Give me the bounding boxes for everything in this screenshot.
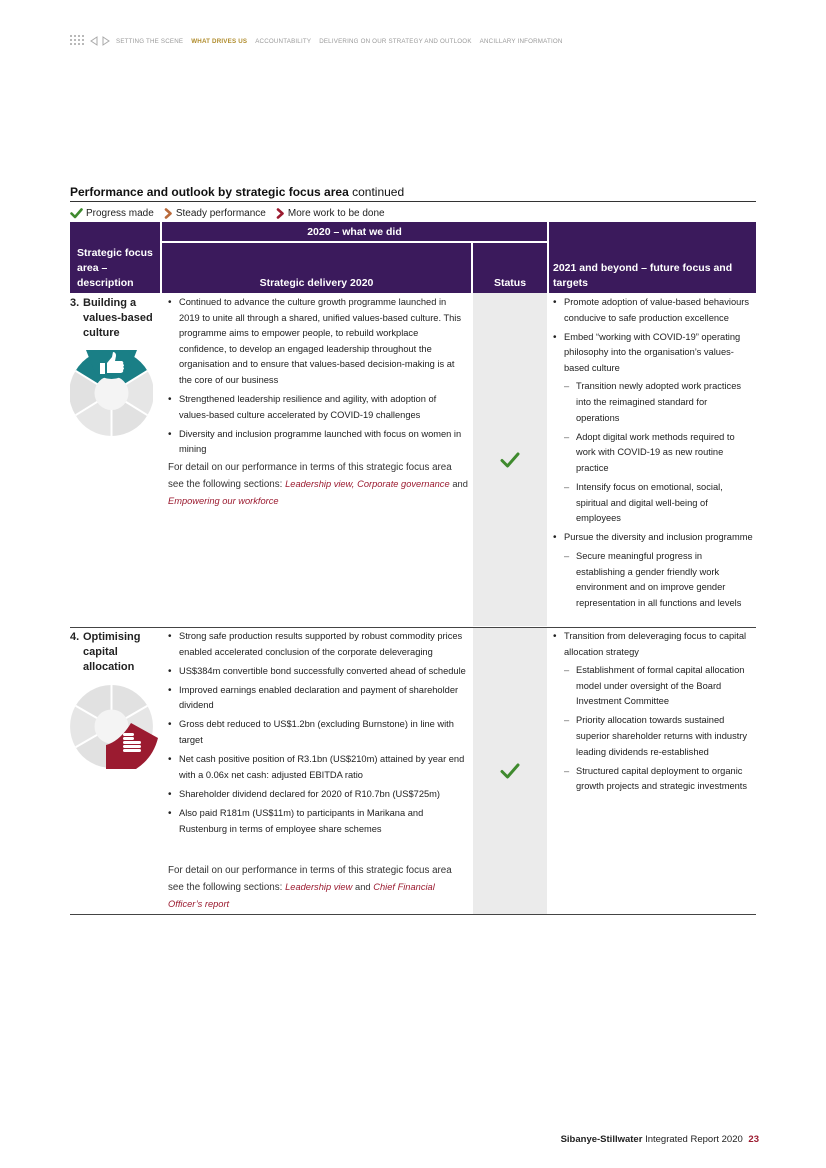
grid-menu-icon[interactable]	[70, 35, 84, 47]
row-divider	[70, 914, 756, 915]
legend-progress-label: Progress made	[86, 207, 154, 219]
next-page-icon[interactable]	[100, 35, 112, 47]
page-number: 23	[748, 1134, 759, 1145]
link-corporate-governance[interactable]: Corporate governance	[357, 479, 450, 489]
section-title-suffix: continued	[352, 185, 405, 199]
list-item: • Promote adoption of value-based behaviours conducive to safe production excellence	[553, 295, 753, 326]
list-item: • Strong safe production results supported by robust commodity prices enabled accelerated conclusion of the corporate deleveraging	[168, 629, 473, 660]
sub-list-item: – Priority allocation towards sustained superior shareholder returns with industry leading dividends re-established	[564, 713, 753, 760]
nav-delivering-on-strategy[interactable]: DELIVERING ON OUR STRATEGY AND OUTLOOK	[319, 37, 472, 45]
list-item: • Transition from deleveraging focus to capital allocation strategy – Establishment of formal capital allocation model under oversight of the Board Investment Committee – Priority allocation towards sustained superior shareholder returns with industry leading dividends re-established – Structured capital deployment to organic growth projects and strategic investments	[553, 629, 753, 795]
section-title-main: Performance and outlook by strategic focus area	[70, 185, 349, 199]
list-item: • Embed “working with COVID-19” operating philosophy into the organisation’s values-based culture – Transition newly adopted work practices into the reimagined standard for operations – Adopt digital work methods required to work with COVID-19 as new routine practice – Intensify focus on emotional, social, spiritual and digital well-being of employees	[553, 330, 753, 527]
future-focus-list	[553, 629, 753, 798]
check-icon	[70, 208, 83, 219]
list-item: • Also paid R181m (US$11m) to participants in Marikana and Rustenburg in terms of employee share schemes	[168, 806, 473, 837]
status-legend	[70, 206, 395, 220]
footer-brand: Sibanye-Stillwater	[560, 1134, 643, 1145]
link-empowering-workforce[interactable]: Empowering our workforce	[168, 496, 279, 506]
detail-reference: For detail on our performance in terms of this strategic focus area see the following sections: Leadership view and Chief Financial Officer’s report	[168, 865, 452, 909]
title-divider	[70, 201, 756, 202]
sub-list-item: – Adopt digital work methods required to work with COVID-19 as new routine practice	[564, 430, 753, 477]
table-header	[70, 222, 756, 293]
focus-area-title: 3. Building a values-based culture	[70, 297, 153, 339]
list-item: • Pursue the diversity and inclusion programme – Secure meaningful progress in establishing a gender friendly work environment and on improve gender representation in all functions and levels	[553, 530, 753, 611]
list-item: • Improved earnings enabled declaration and payment of shareholder dividend	[168, 683, 473, 714]
row-divider	[70, 627, 756, 628]
delivery-list	[168, 629, 473, 841]
link-leadership-view[interactable]: Leadership view,	[285, 479, 355, 489]
list-item: • Strengthened leadership resilience and agility, with adoption of values-based culture accelerated by COVID-19 challenges	[168, 392, 468, 423]
header-focus-area: Strategic focus area – description	[77, 247, 153, 289]
list-item: • Gross debt reduced to US$1.2bn (excluding Burnstone) in line with target	[168, 717, 473, 748]
focus-area-title: 4. Optimising capital allocation	[70, 631, 141, 673]
delivery-list	[168, 295, 468, 461]
status-check-icon	[499, 762, 521, 780]
previous-page-icon[interactable]	[88, 35, 100, 47]
sub-list-item: – Transition newly adopted work practices into the reimagined standard for operations	[564, 379, 753, 426]
list-item: • Continued to advance the culture growth programme launched in 2019 to unite all through a shared, unified values-based culture. This programme aims to empower people, to rebuild workplace confidence, to develop an engaged leadership throughout the organisation and to ensure that values-based decision-making is at the core of our business	[168, 295, 468, 389]
chevron-right-icon	[276, 208, 285, 219]
list-item: • US$384m convertible bond successfully converted ahead of schedule	[168, 664, 473, 680]
header-status: Status	[493, 277, 527, 289]
nav-ancillary-information[interactable]: ANCILLARY INFORMATION	[479, 37, 563, 45]
sub-list-item: – Secure meaningful progress in establishing a gender friendly work environment and on improve gender representation in all functions and levels	[564, 549, 753, 611]
legend-steady-label: Steady performance	[175, 207, 266, 219]
link-leadership-view[interactable]: Leadership view	[285, 882, 353, 892]
list-item: • Diversity and inclusion programme launched with focus on women in mining	[168, 427, 468, 458]
sub-list-item: – Intensify focus on emotional, social, spiritual and digital well-being of employees	[564, 480, 753, 527]
nav-what-drives-us[interactable]: WHAT DRIVES US	[191, 37, 248, 45]
footer-report-name: Integrated Report 2020	[645, 1134, 743, 1145]
header-future-focus: 2021 and beyond – future focus and targets	[553, 262, 733, 289]
top-navigation	[70, 33, 571, 49]
sub-list-item: – Structured capital deployment to organic growth projects and strategic investments	[564, 764, 753, 795]
header-2020-group: 2020 – what we did	[307, 226, 402, 238]
nav-accountability[interactable]: ACCOUNTABILITY	[255, 37, 312, 45]
page-footer	[561, 1134, 759, 1145]
legend-more-work-label: More work to be done	[287, 207, 385, 219]
list-item: • Shareholder dividend declared for 2020 of R10.7bn (US$725m)	[168, 787, 473, 803]
coins-icon	[70, 683, 159, 772]
list-item: • Net cash positive position of R3.1bn (US$210m) attained by year end with a 0.06x net cash: adjusted EBITDA ratio	[168, 752, 473, 783]
chevron-right-icon	[164, 208, 173, 219]
link-cfo-report[interactable]: Chief Financial Officer’s report	[168, 882, 435, 909]
thumbs-up-icon	[70, 345, 153, 437]
nav-setting-the-scene[interactable]: SETTING THE SCENE	[116, 37, 184, 45]
status-check-icon	[499, 451, 521, 469]
sub-list-item: – Establishment of formal capital allocation model under oversight of the Board Investment Committee	[564, 663, 753, 710]
section-title	[70, 185, 404, 199]
future-focus-list	[553, 295, 753, 615]
header-strategic-delivery: Strategic delivery 2020	[259, 277, 374, 289]
detail-reference: For detail on our performance in terms of this strategic focus area see the following sections: Leadership view, Corporate governance and Empowering our workforce	[168, 462, 468, 506]
